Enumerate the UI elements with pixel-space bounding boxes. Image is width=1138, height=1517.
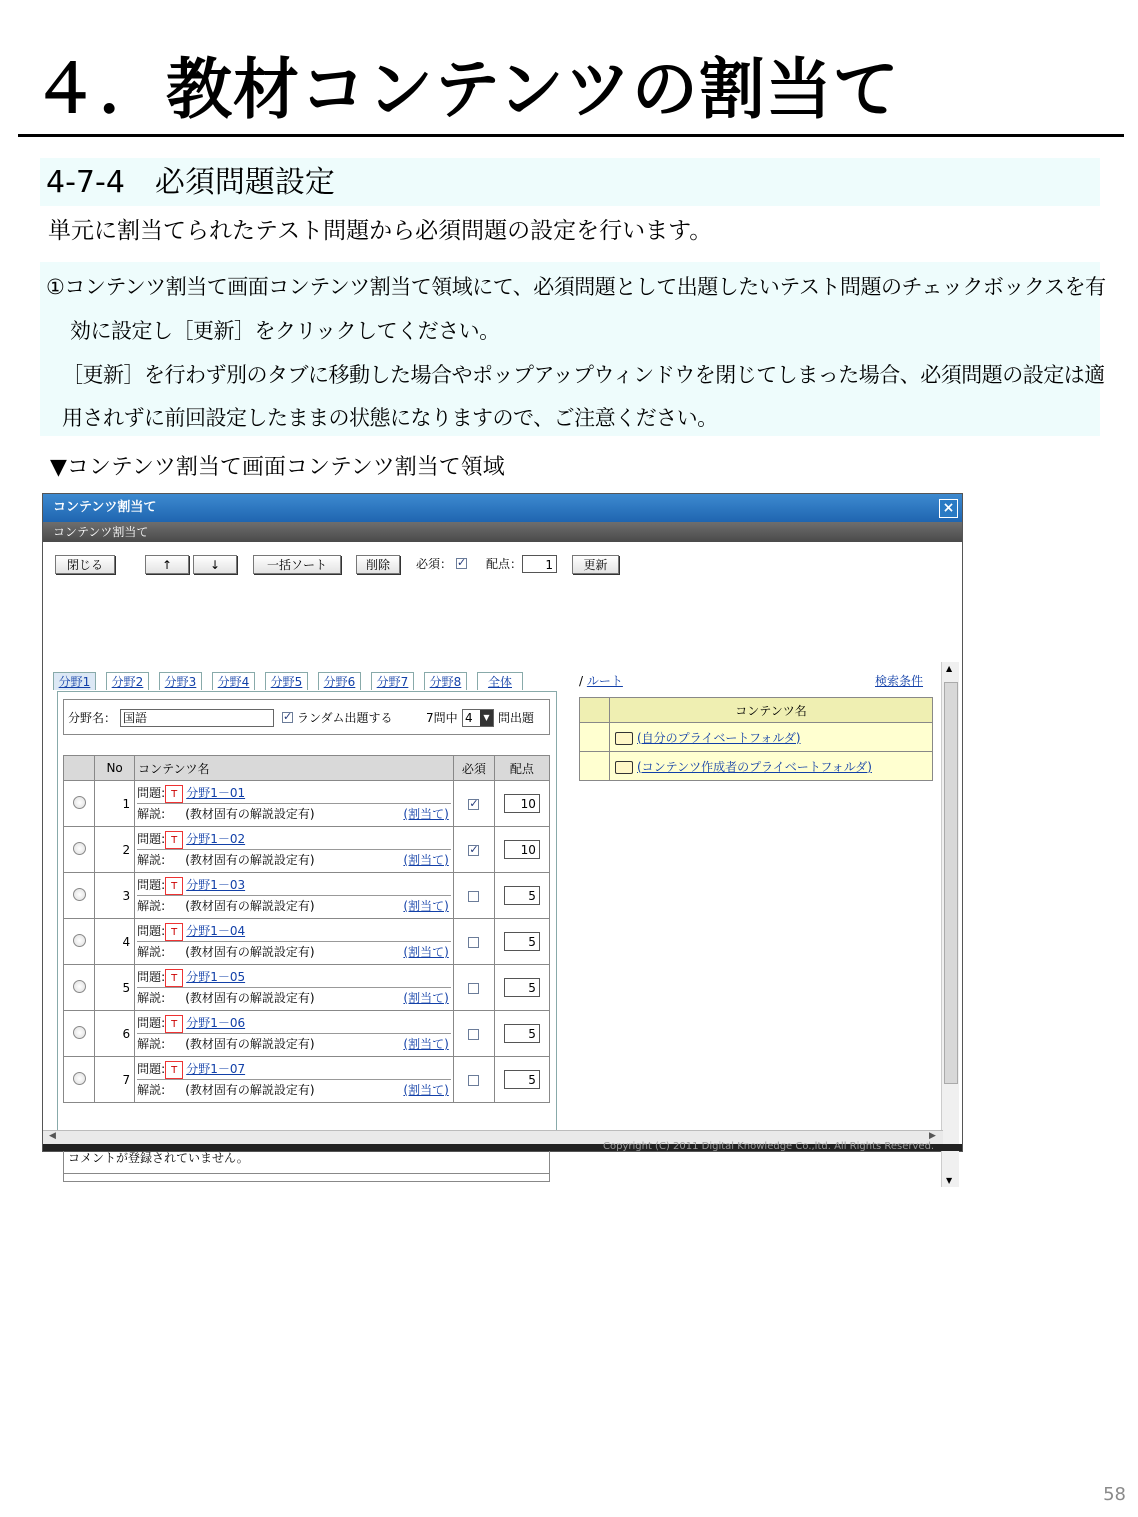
question-line <box>137 1059 451 1080</box>
question-line <box>137 921 451 942</box>
row-select-cell <box>64 781 95 827</box>
folder-header-select <box>580 698 610 723</box>
question-count-select[interactable] <box>462 709 494 727</box>
question-link[interactable]: 分野1－03 <box>186 878 246 892</box>
tab-field2[interactable]: 分野2 <box>106 672 149 690</box>
note-line-4: 用されずに前回設定したままの状態になりますので、ご注意ください。 <box>62 406 718 430</box>
question-line <box>137 967 451 988</box>
row-radio[interactable] <box>73 1026 86 1039</box>
row-no: 5 <box>95 965 135 1011</box>
window-body <box>43 542 962 1185</box>
row-points-input[interactable]: 5 <box>504 886 540 905</box>
question-link[interactable]: 分野1－02 <box>186 832 246 846</box>
required-checkbox[interactable] <box>456 558 467 569</box>
folder-icon <box>615 761 633 774</box>
table-row <box>64 1011 550 1057</box>
answer-line <box>137 896 453 916</box>
scroll-thumb[interactable] <box>944 682 958 1084</box>
window-titlebar <box>43 494 962 522</box>
row-no: 1 <box>95 781 135 827</box>
question-suffix-label: 問出題 <box>498 711 535 725</box>
row-select-cell <box>64 965 95 1011</box>
row-points-cell <box>494 827 549 873</box>
question-label: 問題: <box>137 1062 166 1076</box>
row-points-input[interactable]: 5 <box>504 978 540 997</box>
table-row <box>64 965 550 1011</box>
close-icon[interactable]: × <box>939 499 958 518</box>
table-row <box>64 781 550 827</box>
answer-label: 解説: <box>137 807 166 821</box>
creator-private-folder-link[interactable]: (コンテンツ作成者のプライベートフォルダ) <box>637 759 872 774</box>
note-line-1: ①コンテンツ割当て画面コンテンツ割当て領域にて、必須問題として出題したいテスト問題のチェックボックスを有 <box>46 275 1106 299</box>
close-button[interactable]: 閉じる <box>55 555 115 574</box>
points-label: 配点： <box>486 557 523 571</box>
question-label: 問題: <box>137 878 166 892</box>
field-panel <box>57 691 557 1165</box>
tab-field4[interactable]: 分野4 <box>212 672 255 690</box>
header-no: No <box>95 756 135 781</box>
answer-line <box>137 850 453 870</box>
copyright-text: Copyright (C) 2011 Digital Knowledge Co.,ltd. All Rights Reserved. <box>603 1141 935 1152</box>
question-line <box>137 875 451 896</box>
question-link[interactable]: 分野1－01 <box>186 786 246 800</box>
row-no: 3 <box>95 873 135 919</box>
required-row-checkbox[interactable] <box>468 1029 479 1040</box>
question-label: 問題: <box>137 786 166 800</box>
question-label: 問題: <box>137 970 166 984</box>
tab-all[interactable]: 全体 <box>477 672 523 690</box>
assign-link[interactable]: (割当て) <box>403 945 449 959</box>
row-points-cell <box>494 965 549 1011</box>
row-points-input[interactable]: 5 <box>504 1024 540 1043</box>
table-body <box>64 781 550 1103</box>
scroll-left-icon[interactable]: ◀ <box>49 1131 56 1141</box>
row-content-cell <box>135 1057 454 1103</box>
row-no: 2 <box>95 827 135 873</box>
window-title: コンテンツ割当て <box>53 500 157 515</box>
row-points-cell <box>494 919 549 965</box>
answer-label: 解説: <box>137 945 166 959</box>
total-count-label: 7問中 <box>426 711 458 725</box>
note-line-2: 効に設定し［更新］をクリックしてください。 <box>70 319 500 343</box>
tab-field8[interactable]: 分野8 <box>424 672 467 690</box>
answer-text: (教材固有の解説設定有) <box>185 945 315 959</box>
row-select-cell <box>64 873 95 919</box>
tab-field6[interactable]: 分野6 <box>318 672 361 690</box>
question-label: 問題: <box>137 832 166 846</box>
test-icon: T <box>165 785 183 803</box>
move-down-button[interactable]: ↓ <box>193 555 237 574</box>
list-item[interactable] <box>580 723 933 752</box>
tab-field5[interactable]: 分野5 <box>265 672 308 690</box>
answer-line <box>137 988 453 1008</box>
required-row-checkbox[interactable] <box>468 937 479 948</box>
page-number: 58 <box>1103 1484 1126 1505</box>
title-rule <box>18 134 1124 137</box>
row-required-cell <box>453 873 494 919</box>
required-row-checkbox[interactable] <box>468 845 479 856</box>
required-row-checkbox[interactable] <box>468 799 479 810</box>
row-content-cell <box>135 919 454 965</box>
row-points-cell <box>494 1057 549 1103</box>
row-points-cell <box>494 873 549 919</box>
table-row <box>64 1057 550 1103</box>
row-content-cell <box>135 965 454 1011</box>
tab-field3[interactable]: 分野3 <box>159 672 202 690</box>
content-assignment-window <box>42 493 963 1185</box>
test-icon: T <box>165 923 183 941</box>
test-icon: T <box>165 877 183 895</box>
question-label: 問題: <box>137 924 166 938</box>
header-points: 配点 <box>494 756 549 781</box>
random-label: ランダム出題する <box>297 711 393 725</box>
row-radio[interactable] <box>73 1072 86 1085</box>
answer-text: (教材固有の解説設定有) <box>185 807 315 821</box>
answer-line <box>137 1080 453 1100</box>
required-row-checkbox[interactable] <box>468 983 479 994</box>
row-required-cell <box>453 1057 494 1103</box>
my-private-folder-link[interactable]: (自分のプライベートフォルダ) <box>637 730 801 745</box>
assign-link[interactable]: (割当て) <box>403 991 449 1005</box>
window-subtitle-bar <box>43 522 962 542</box>
tab-field1[interactable]: 分野1 <box>53 672 96 690</box>
row-select-cell <box>64 1011 95 1057</box>
row-required-cell <box>453 965 494 1011</box>
header-select <box>64 756 95 781</box>
chevron-down-icon: ▼ <box>480 710 493 726</box>
question-line <box>137 1013 451 1034</box>
question-link[interactable]: 分野1－05 <box>186 970 246 984</box>
row-no: 6 <box>95 1011 135 1057</box>
row-points-input[interactable]: 5 <box>504 1070 540 1089</box>
question-label: 問題: <box>137 1016 166 1030</box>
row-points-input[interactable]: 5 <box>504 932 540 951</box>
row-select-cell <box>64 827 95 873</box>
row-radio[interactable] <box>73 842 86 855</box>
table-row <box>64 919 550 965</box>
assign-link[interactable]: (割当て) <box>403 1037 449 1051</box>
window-subtitle: コンテンツ割当て <box>53 525 149 539</box>
move-up-button[interactable]: ↑ <box>145 555 189 574</box>
answer-text: (教材固有の解説設定有) <box>185 991 315 1005</box>
folder-table <box>579 697 933 781</box>
row-required-cell <box>453 781 494 827</box>
figure-caption: ▼コンテンツ割当て画面コンテンツ割当て領域 <box>50 455 505 480</box>
search-conditions-link[interactable]: 検索条件 <box>875 674 924 688</box>
row-radio[interactable] <box>73 980 86 993</box>
folder-cell <box>610 752 933 781</box>
answer-text: (教材固有の解説設定有) <box>185 899 315 913</box>
scroll-up-icon[interactable]: ▲ <box>946 664 953 673</box>
answer-label: 解説: <box>137 899 166 913</box>
row-no: 4 <box>95 919 135 965</box>
answer-text: (教材固有の解説設定有) <box>185 853 315 867</box>
test-icon: T <box>165 1015 183 1033</box>
row-points-input[interactable]: 10 <box>504 840 540 859</box>
question-line <box>137 783 451 804</box>
row-radio[interactable] <box>73 796 86 809</box>
content-table <box>63 755 550 1103</box>
answer-line <box>137 804 453 824</box>
test-icon: T <box>165 831 183 849</box>
question-line <box>137 829 451 850</box>
field-settings <box>63 699 550 735</box>
question-link[interactable]: 分野1－07 <box>186 1062 246 1076</box>
tab-field7[interactable]: 分野7 <box>371 672 414 690</box>
table-row <box>64 873 550 919</box>
answer-text: (教材固有の解説設定有) <box>185 1083 315 1097</box>
answer-line <box>137 942 453 962</box>
root-link[interactable]: ルート <box>586 674 623 688</box>
assign-link[interactable]: (割当て) <box>403 807 449 821</box>
row-no: 7 <box>95 1057 135 1103</box>
question-link[interactable]: 分野1－04 <box>186 924 246 938</box>
folder-row-blank <box>580 723 610 752</box>
folder-cell <box>610 723 933 752</box>
list-item[interactable] <box>580 752 933 781</box>
row-radio[interactable] <box>73 934 86 947</box>
slide-title: ４．教材コンテンツの割当て <box>32 51 900 128</box>
row-content-cell <box>135 1011 454 1057</box>
test-icon: T <box>165 969 183 987</box>
row-select-cell <box>64 1057 95 1103</box>
folder-icon <box>615 732 633 745</box>
folder-table-header <box>580 698 933 723</box>
table-header-row <box>64 756 550 781</box>
field-name-label: 分野名： <box>68 711 117 725</box>
intro-text: 単元に割当てられたテスト問題から必須問題の設定を行います。 <box>48 218 713 244</box>
update-button[interactable]: 更新 <box>572 555 619 574</box>
random-checkbox[interactable] <box>282 712 293 723</box>
row-required-cell <box>453 919 494 965</box>
required-row-checkbox[interactable] <box>468 891 479 902</box>
assign-link[interactable]: (割当て) <box>403 1083 449 1097</box>
assign-link[interactable]: (割当て) <box>403 853 449 867</box>
note-line-3: ［更新］を行わず別のタブに移動した場合やポップアップウィンドウを閉じてしまった場合、必須問題の設定は適 <box>62 363 1105 387</box>
row-content-cell <box>135 873 454 919</box>
answer-label: 解説: <box>137 991 166 1005</box>
field-name-input[interactable]: 国語 <box>120 709 274 727</box>
folder-header-name: コンテンツ名 <box>610 698 933 723</box>
path-separator: / <box>579 674 584 688</box>
test-icon: T <box>165 1061 183 1079</box>
folder-path <box>579 672 623 689</box>
delete-button[interactable]: 削除 <box>356 555 400 574</box>
answer-label: 解説: <box>137 853 166 867</box>
answer-text: (教材固有の解説設定有) <box>185 1037 315 1051</box>
points-input[interactable]: 1 <box>522 555 557 573</box>
required-label: 必須： <box>416 557 453 571</box>
question-count-value: 4 <box>465 711 473 725</box>
table-row <box>64 827 550 873</box>
row-points-cell <box>494 781 549 827</box>
answer-label: 解説: <box>137 1037 166 1051</box>
answer-label: 解説: <box>137 1083 166 1097</box>
scroll-right-icon[interactable]: ▶ <box>929 1131 936 1141</box>
row-points-cell <box>494 1011 549 1057</box>
section-title: 4-7-4 必須問題設定 <box>46 165 335 200</box>
question-link[interactable]: 分野1－06 <box>186 1016 246 1030</box>
comment-divider <box>64 1173 549 1174</box>
comment-text: コメントが登録されていません。 <box>68 1151 249 1165</box>
vertical-scrollbar[interactable] <box>941 662 959 1187</box>
header-required: 必須 <box>453 756 494 781</box>
row-select-cell <box>64 919 95 965</box>
row-content-cell <box>135 781 454 827</box>
scroll-down-icon[interactable]: ▼ <box>946 1176 953 1185</box>
row-required-cell <box>453 1011 494 1057</box>
row-required-cell <box>453 827 494 873</box>
bulk-sort-button[interactable]: 一括ソート <box>253 555 341 574</box>
assign-link[interactable]: (割当て) <box>403 899 449 913</box>
answer-line <box>137 1034 453 1054</box>
required-row-checkbox[interactable] <box>468 1075 479 1086</box>
row-points-input[interactable]: 10 <box>504 794 540 813</box>
row-radio[interactable] <box>73 888 86 901</box>
folder-row-blank <box>580 752 610 781</box>
row-content-cell <box>135 827 454 873</box>
header-content-name: コンテンツ名 <box>135 756 454 781</box>
